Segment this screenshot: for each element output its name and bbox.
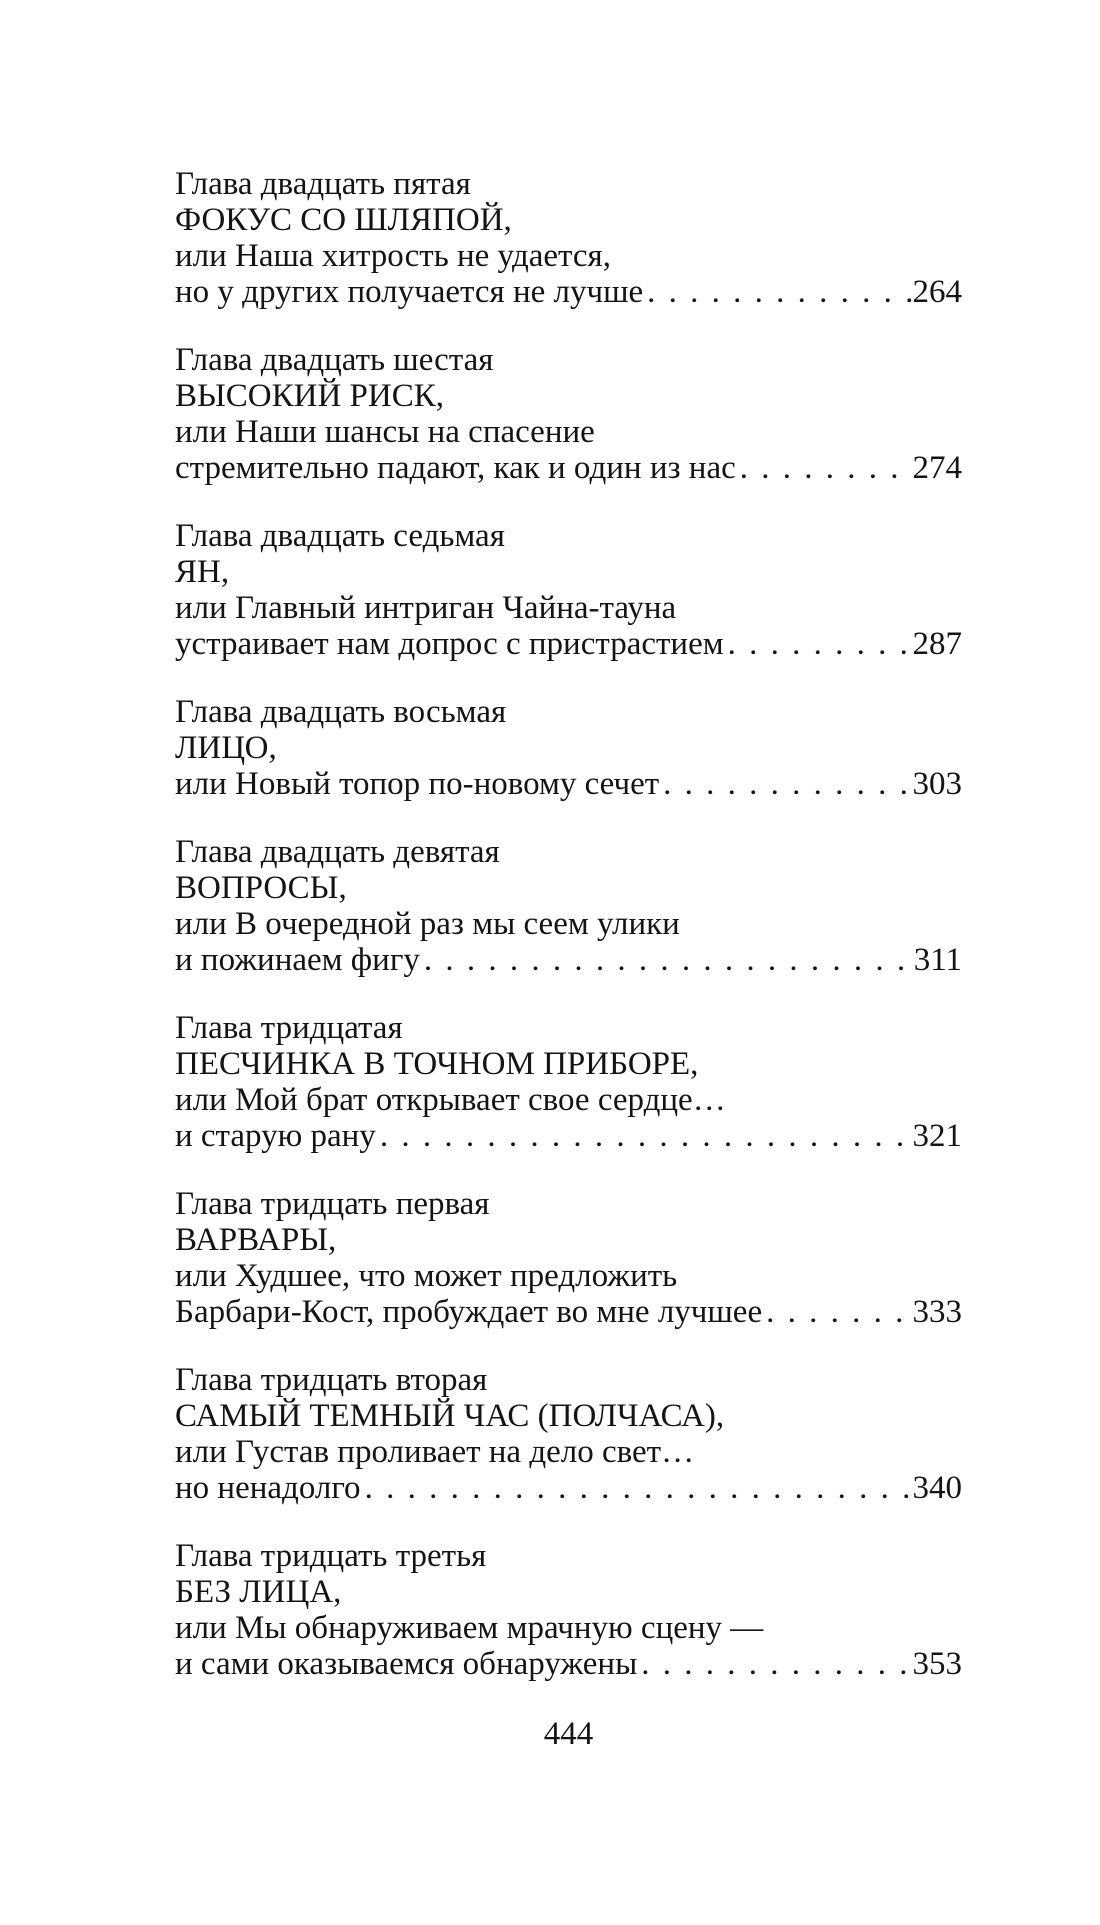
chapter-title: ФОКУС СО ШЛЯПОЙ, [175,202,512,238]
dot-leader [647,274,911,310]
chapter-subtitle: или Наша хитрость не удается, [175,238,611,274]
chapter-number-label: Глава тридцать третья [175,1538,487,1574]
chapter-subtitle: или Наши шансы на спасение [175,414,595,450]
toc-entry [175,342,962,486]
toc-entry [175,1010,962,1154]
chapter-number-label: Глава тридцатая [175,1010,403,1046]
chapter-subtitle-end: и пожинаем фигу [175,942,420,978]
toc-leader-row [175,1294,962,1330]
toc-entry [175,518,962,662]
toc-leader-row [175,766,962,802]
chapter-subtitle-end: устраивает нам допрос с пристрастием [175,626,724,662]
chapter-subtitle-end: и старую рану [175,1118,376,1154]
toc-entry [175,694,962,802]
chapter-title: ПЕСЧИНКА В ТОЧНОМ ПРИБОРЕ, [175,1046,699,1082]
chapter-page-number: 264 [912,274,962,310]
toc-leader-row [175,626,962,662]
dot-leader [365,1470,912,1506]
chapter-subtitle: или Главный интриган Чайна-тауна [175,590,677,626]
chapter-page-number: 274 [912,450,962,486]
dot-leader [663,766,911,802]
chapter-title: САМЫЙ ТЕМНЫЙ ЧАС (ПОЛЧАСА), [175,1398,725,1434]
table-of-contents [175,166,962,1682]
dot-leader [728,626,912,662]
folio-page-number: 444 [543,1716,594,1752]
chapter-title: ЯН, [175,554,230,590]
chapter-number-label: Глава двадцать седьмая [175,518,505,554]
toc-entry [175,166,962,310]
chapter-page-number: 287 [912,626,962,662]
chapter-subtitle-end: и сами оказываемся обнаружены [175,1646,638,1682]
chapter-number-label: Глава тридцать вторая [175,1362,488,1398]
chapter-subtitle-end: или Новый топор по-новому сечет [175,766,660,802]
chapter-subtitle-end: стремительно падают, как и один из нас [175,450,736,486]
dot-leader [380,1118,912,1154]
chapter-title: ВАРВАРЫ, [175,1222,337,1258]
chapter-title: ВЫСОКИЙ РИСК, [175,378,445,414]
chapter-title: БЕЗ ЛИЦА, [175,1574,342,1610]
toc-entry [175,1538,962,1682]
chapter-number-label: Глава тридцать первая [175,1186,490,1222]
toc-leader-row [175,1118,962,1154]
chapter-subtitle: или Густав проливает на дело свет… [175,1434,695,1470]
toc-entry [175,1362,962,1506]
chapter-number-label: Глава двадцать шестая [175,342,494,378]
toc-leader-row [175,942,962,978]
chapter-page-number: 311 [913,942,962,978]
toc-entry [175,1186,962,1330]
toc-leader-row [175,274,962,310]
page-footer [175,1716,962,1752]
dot-leader [766,1294,911,1330]
chapter-number-label: Глава двадцать восьмая [175,694,507,730]
chapter-page-number: 303 [912,766,962,802]
toc-leader-row [175,1470,962,1506]
chapter-page-number: 333 [912,1294,962,1330]
chapter-page-number: 353 [912,1646,962,1682]
chapter-subtitle-end: Барбари-Кост, пробуждает во мне лучшее [175,1294,763,1330]
toc-entry [175,834,962,978]
chapter-subtitle: или Худшее, что может предложить [175,1258,678,1294]
dot-leader [424,942,913,978]
chapter-number-label: Глава двадцать девятая [175,834,500,870]
chapter-subtitle-end: но у других получается не лучше [175,274,644,310]
chapter-title: ЛИЦО, [175,730,277,766]
dot-leader [740,450,912,486]
chapter-subtitle: или Мой брат открывает свое сердце… [175,1082,726,1118]
dot-leader [641,1646,911,1682]
chapter-number-label: Глава двадцать пятая [175,166,471,202]
chapter-subtitle: или В очередной раз мы сеем улики [175,906,680,942]
chapter-title: ВОПРОСЫ, [175,870,347,906]
chapter-subtitle-end: но ненадолго [175,1470,361,1506]
chapter-subtitle: или Мы обнаруживаем мрачную сцену — [175,1610,764,1646]
chapter-page-number: 321 [912,1118,962,1154]
toc-leader-row [175,450,962,486]
toc-leader-row [175,1646,962,1682]
chapter-page-number: 340 [912,1470,962,1506]
